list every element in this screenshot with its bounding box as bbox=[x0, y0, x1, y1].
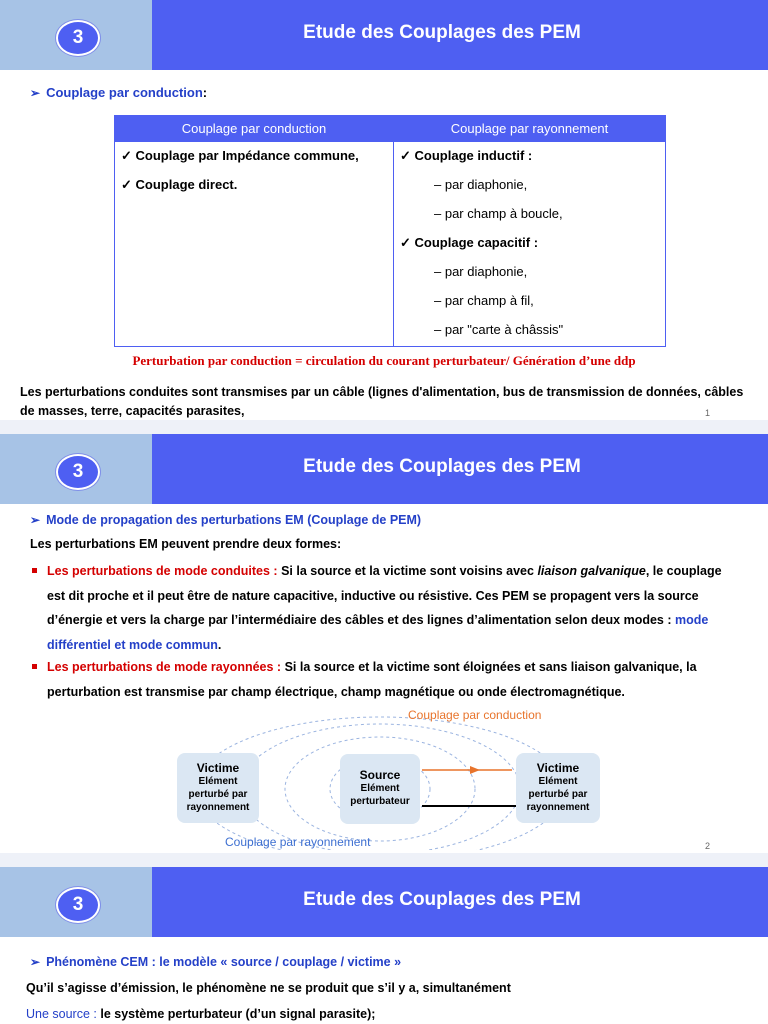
source-box: Source Elément perturbateur bbox=[340, 754, 420, 824]
bullet-heading bbox=[30, 85, 207, 100]
arrow-bullet-icon: ➢ bbox=[30, 955, 41, 969]
slide-2 bbox=[0, 434, 768, 853]
victim-left-box: Victime Elément perturbé par rayonnement bbox=[177, 753, 259, 823]
arrow-bullet-icon: ➢ bbox=[30, 86, 41, 100]
phenomene-line: Qu’il s’agisse d’émission, le phénomène ne se produit que s’il y a, simultanément bbox=[26, 981, 511, 995]
page-number: 1 bbox=[705, 408, 711, 418]
check-icon: ✓ bbox=[121, 177, 136, 192]
slide-separator bbox=[0, 420, 768, 434]
source-definition: Une source : le système perturbateur (d’un signal parasite); bbox=[26, 1007, 376, 1021]
slide-title: Etude des Couplages des PEM bbox=[303, 889, 581, 910]
list-item: – par diaphonie, bbox=[434, 177, 528, 192]
slide-3 bbox=[0, 867, 768, 1024]
list-item: – par champ à boucle, bbox=[434, 206, 563, 221]
section-number-badge: 3 bbox=[56, 887, 100, 923]
section-number-badge: 3 bbox=[56, 20, 100, 56]
bullet-heading-text: Couplage par conduction bbox=[46, 85, 203, 100]
section-number-badge: 3 bbox=[56, 454, 100, 490]
list-item: – par "carte à châssis" bbox=[434, 322, 564, 337]
list-item: – par diaphonie, bbox=[434, 264, 528, 279]
table-cell-conduction bbox=[115, 142, 394, 347]
slide-separator bbox=[0, 853, 768, 867]
square-bullet-icon bbox=[32, 664, 37, 669]
check-icon: ✓ bbox=[121, 148, 136, 163]
list-item: ✓ Couplage par Impédance commune, bbox=[121, 148, 359, 163]
slide-title: Etude des Couplages des PEM bbox=[303, 456, 581, 477]
table-header-conduction: Couplage par conduction bbox=[115, 116, 394, 142]
coupling-table bbox=[114, 115, 666, 347]
slide-title: Etude des Couplages des PEM bbox=[303, 22, 581, 43]
mode-conduit-paragraph: Les perturbations de mode conduites : Si la source et la victime sont voisins avec liaison galvanique, le couplage est dit proche et il peut être de nature capacitive, inductive ou résistive. Ces PEM se propagent vers la source d’énergie et vers la charge par l’intermédiaire des câbles et des lignes d’alimentation selon deux modes : mode différentiel et mode commun. bbox=[47, 564, 722, 652]
slide-1 bbox=[0, 0, 768, 420]
square-bullet-icon bbox=[32, 568, 37, 573]
table-cell-rayonnement bbox=[394, 142, 666, 347]
list-item: ✓ Couplage capacitif : bbox=[400, 235, 539, 250]
table-header-rayonnement: Couplage par rayonnement bbox=[394, 116, 666, 142]
conduction-paragraph: Les perturbations conduites sont transmises par un câble (lignes d'alimentation, bus de transmission de données, câbles de masses, terre, capacités parasites, bbox=[20, 385, 744, 418]
label-couplage-conduction: Couplage par conduction bbox=[408, 708, 542, 722]
page-number: 2 bbox=[705, 841, 711, 851]
check-icon: ✓ bbox=[400, 148, 415, 163]
conduction-arrow-icon bbox=[470, 766, 480, 774]
bullet-heading-colon: : bbox=[202, 85, 208, 100]
victim-right-box: Victime Elément perturbé par rayonnement bbox=[516, 753, 600, 823]
list-item: – par champ à fil, bbox=[434, 293, 534, 308]
list-item: ✓ Couplage direct. bbox=[121, 177, 238, 192]
intro-text: Les perturbations EM peuvent prendre deux formes: bbox=[30, 537, 342, 551]
conduction-definition: Perturbation par conduction = circulation du courant perturbateur/ Génération d’une ddp bbox=[132, 353, 636, 368]
arrow-bullet-icon: ➢ bbox=[30, 513, 41, 527]
bullet-heading: ➢ Phénomène CEM : le modèle « source / couplage / victime » bbox=[30, 955, 402, 969]
check-icon: ✓ bbox=[400, 235, 415, 250]
label-couplage-rayonnement: Couplage par rayonnement bbox=[225, 835, 371, 849]
list-item: ✓ Couplage inductif : bbox=[400, 148, 533, 163]
mode-rayonne-paragraph: Les perturbations de mode rayonnées : Si la source et la victime sont éloignées et sans liaison galvanique, la perturbation est transmise par champ électrique, champ magnétique ou onde électromagnétique. bbox=[47, 660, 697, 699]
bullet-heading: ➢ Mode de propagation des perturbations EM (Couplage de PEM) bbox=[30, 513, 422, 527]
